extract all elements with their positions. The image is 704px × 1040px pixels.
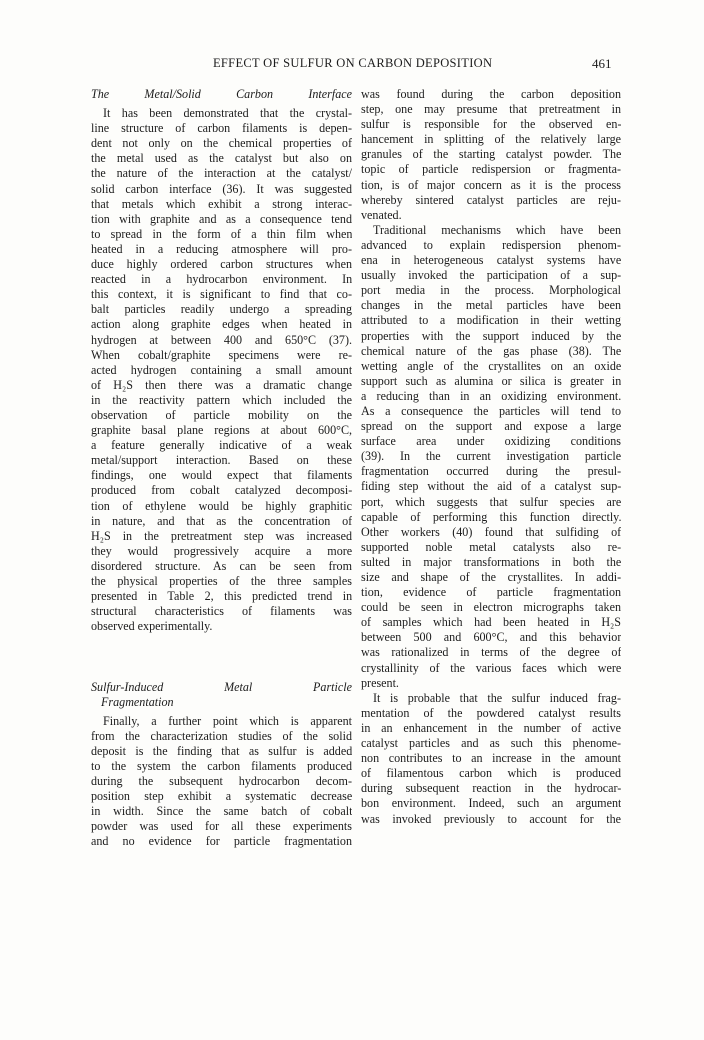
running-header <box>0 56 704 74</box>
text-line: to the system the carbon filaments produced <box>91 758 352 773</box>
text-line: step, one may presume that pretreatment in <box>361 102 621 117</box>
paragraph <box>361 223 621 691</box>
text-line: sulted in major transformations in both the <box>361 554 621 569</box>
text-line: observation of particle mobility on the <box>91 407 352 422</box>
paragraph <box>361 87 621 223</box>
text-line: It is probable that the sulfur induced frag- <box>373 690 621 705</box>
text-line: the metal used as the catalyst but also on <box>91 151 352 166</box>
text-line: granules of the starting catalyst powder. The <box>361 147 621 162</box>
text-line: fragmentation occurred during the presul- <box>361 464 621 479</box>
text-line: in the reactivity pattern which included the <box>91 392 352 407</box>
text-line: properties with the support induced by the <box>361 328 621 343</box>
text-line: crystallinity of the various faces which were <box>361 660 621 675</box>
text-line: tion with graphite and as a consequence tend <box>91 211 352 226</box>
text-line: support such as alumina or silica is greater in <box>361 373 621 388</box>
text-line: of H₂S then there was a dramatic change <box>91 377 352 392</box>
text-line: venated. <box>361 207 402 222</box>
text-line: Traditional mechanisms which have been <box>373 222 621 237</box>
text-line: in width. Since the same batch of cobalt <box>91 804 352 819</box>
text-line: (39). In the current investigation particle <box>361 449 621 464</box>
left-column <box>91 87 352 849</box>
text-line: H₂S in the pretreatment step was increased <box>91 528 352 543</box>
text-line: action along graphite edges when heated in <box>91 317 352 332</box>
text-line: between 500 and 600°C, and this behavior <box>361 630 621 645</box>
text-line: fiding step without the aid of a catalyst sup- <box>361 479 621 494</box>
text-line: the physical properties of the three samples <box>91 574 352 588</box>
text-line: ena in heterogeneous catalyst systems have <box>361 253 621 268</box>
section-heading-interface: The Metal/Solid Carbon Interface <box>91 87 352 101</box>
text-line: surface area under oxidizing conditions <box>361 434 621 449</box>
text-line: reacted in a hydrocarbon environment. In <box>91 272 352 287</box>
heading-line: Sulfur-Induced Metal Particle <box>91 680 352 695</box>
text-line: solid carbon interface (36). It was suggested <box>91 181 352 196</box>
text-line: a reducing than in an oxidizing environment. <box>361 388 621 403</box>
text-line: line structure of carbon filaments is depen- <box>91 121 352 136</box>
text-line: in nature, and that as the concentration of <box>91 513 352 528</box>
text-line: observed experimentally. <box>91 619 213 634</box>
text-line: disordered structure. As can be seen from <box>91 558 352 573</box>
text-line: powder was used for all these experiments <box>91 819 352 834</box>
text-line: chemical nature of the gas phase (38). The <box>361 343 621 358</box>
heading-line: Fragmentation <box>101 695 174 710</box>
text-line: metal/support interaction. Based on these <box>91 453 352 468</box>
text-line: was invoked previously to account for the <box>361 811 621 826</box>
paragraph <box>91 106 352 634</box>
text-line: dent not only on the chemical properties of <box>91 136 352 151</box>
text-line: findings, one would expect that filaments <box>91 468 352 483</box>
text-line: a feature generally indicative of a weak <box>91 438 352 453</box>
text-line: was found during the carbon deposition <box>361 87 621 101</box>
text-line: hancement in splitting of the relatively large <box>361 132 621 147</box>
paragraph <box>361 691 621 827</box>
text-line: hydrogen at between 400 and 650°C (37). <box>91 332 352 347</box>
text-line: produced from cobalt catalyzed decomposi- <box>91 483 352 498</box>
text-line: and no evidence for particle fragmentation <box>91 834 352 849</box>
text-line: tion of ethylene would be highly graphitic <box>91 498 352 513</box>
text-line: Other workers (40) found that sulfiding of <box>361 524 621 539</box>
text-line: during subsequent reaction in the hydrocar- <box>361 781 621 796</box>
text-line: deposit is the finding that as sulfur is added <box>91 743 352 758</box>
text-line: wetting angle of the crystallites on an oxide <box>361 358 621 373</box>
page-number: 461 <box>592 56 612 71</box>
text-line: As a consequence the particles will tend to <box>361 403 621 418</box>
paragraph <box>91 714 352 850</box>
text-line: heated in a reducing atmosphere will pro- <box>91 241 352 256</box>
text-line: of filamentous carbon which is produced <box>361 766 621 781</box>
text-line: during the subsequent hydrocarbon decom- <box>91 773 352 788</box>
text-line: non contributes to an increase in the amount <box>361 751 621 766</box>
text-line: position step exhibit a systematic decrease <box>91 789 352 804</box>
text-line: port, which suggests that sulfur species are <box>361 494 621 509</box>
text-line: advanced to explain redispersion phenom- <box>361 237 621 252</box>
text-line: in an enhancement in the number of active <box>361 720 621 735</box>
text-line: duce highly ordered carbon structures when <box>91 257 352 272</box>
text-line: structural characteristics of filaments was <box>91 604 352 619</box>
text-line: sulfur is responsible for the observed en- <box>361 117 621 132</box>
text-line: usually invoked the participation of a sup- <box>361 268 621 283</box>
running-title: EFFECT OF SULFUR ON CARBON DEPOSITION <box>213 56 493 70</box>
text-line: topic of particle redispersion or fragmenta- <box>361 162 621 177</box>
right-column <box>361 87 621 827</box>
text-line: from the characterization studies of the solid <box>91 728 352 743</box>
text-line: capable of performing this function directly. <box>361 509 621 524</box>
text-line: catalyst particles and as such this phenome- <box>361 736 621 751</box>
text-line: this context, it is significant to find that co- <box>91 287 352 302</box>
text-line: balt particles readily undergo a spreading <box>91 302 352 317</box>
text-line: the nature of the interaction at the catalyst/ <box>91 166 352 181</box>
text-line: they would progressively acquire a more <box>91 543 352 558</box>
text-line: was rationalized in terms of the degree of <box>361 645 621 660</box>
text-line: changes in the metal particles have been <box>361 298 621 313</box>
text-line: of samples which had been heated in H₂S <box>361 615 621 630</box>
text-line: could be seen in electron micrographs taken <box>361 600 621 615</box>
text-line: mentation of the powdered catalyst results <box>361 705 621 720</box>
text-line: spread on the support and expose a large <box>361 419 621 434</box>
section-heading-fragmentation <box>91 680 352 710</box>
text-line: It has been demonstrated that the crystal- <box>103 106 352 121</box>
text-line: bon environment. Indeed, such an argument <box>361 796 621 811</box>
text-line: present. <box>361 675 399 690</box>
text-line: tion, evidence of particle fragmentation <box>361 585 621 600</box>
text-line: tion, is of major concern as it is the process <box>361 177 621 192</box>
text-line: to spread in the form of a thin film when <box>91 226 352 241</box>
text-line: that metals which exhibit a strong interac- <box>91 196 352 211</box>
text-line: presented in Table 2, this predicted trend in <box>91 589 352 604</box>
text-line: acted hydrogen containing a small amount <box>91 362 352 377</box>
text-line: supported noble metal catalysts also re- <box>361 539 621 554</box>
text-line: attributed to a modification in their wetting <box>361 313 621 328</box>
text-line: Finally, a further point which is apparent <box>103 713 352 728</box>
text-line: port media in the process. Morphological <box>361 283 621 298</box>
text-line: When cobalt/graphite specimens were re- <box>91 347 352 362</box>
text-line: size and shape of the crystallites. In addi- <box>361 570 621 584</box>
text-line: whereby sintered catalyst particles are reju- <box>361 192 621 207</box>
text-line: graphite basal plane regions at about 600°C, <box>91 423 352 438</box>
